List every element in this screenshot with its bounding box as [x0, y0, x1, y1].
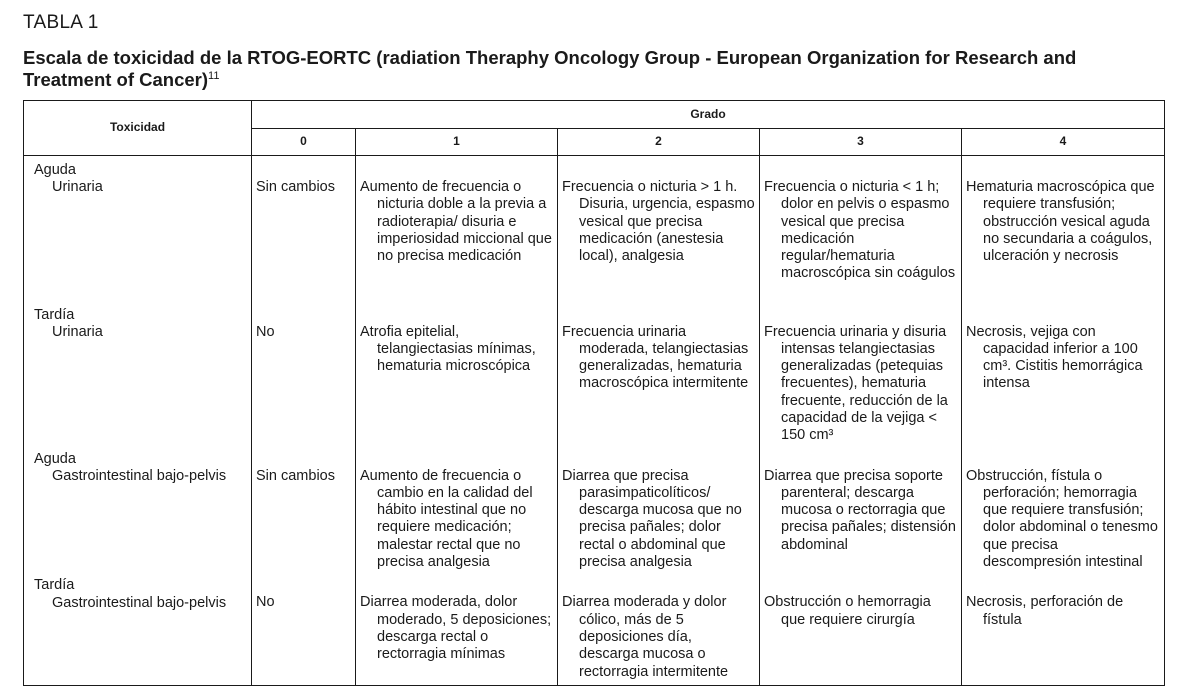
header-row-top [24, 101, 1165, 129]
title-reference: 11 [208, 69, 220, 82]
grade-1-cell [356, 156, 558, 301]
grade-3-cell [760, 445, 962, 572]
grade-0-text: No [256, 323, 275, 340]
toxicity-subcategory: Gastrointestinal bajo-pelvis [52, 594, 227, 611]
grade-0-text: Sin cambios [256, 467, 335, 484]
grade-1-cell [356, 445, 558, 572]
grade-0-cell [252, 445, 356, 572]
toxicity-category: Aguda [34, 162, 76, 178]
grade-0-cell [252, 301, 356, 445]
grade-2-cell [558, 445, 760, 572]
grade-1-text: Aumento de frecuencia o nicturia doble a la previa a radioterapia/ disuria e imperiosidad miccional que no precisa medicación [360, 179, 552, 265]
toxicity-category: Aguda [34, 450, 76, 467]
grade-2-text: Diarrea que precisa parasimpaticolíticos/ descarga mucosa que no precisa pañales; dolor rectal o abdominal que precisa analgesia [562, 467, 742, 571]
toxicity-subcategory: Urinaria [52, 179, 103, 196]
grade-3-cell [760, 301, 962, 445]
toxicity-cell [24, 571, 252, 685]
table-row [24, 301, 1165, 445]
grade-4-text: Necrosis, perforación de fístula [966, 594, 1124, 628]
toxicity-table [23, 100, 1165, 686]
grade-0-text: Sin cambios [256, 179, 335, 195]
grade-4-text: Obstrucción, fístula o perforación; hemorragia que requiere transfusión; dolor abdominal o tenesmo que precisa descompresión intestinal [966, 467, 1158, 571]
header-grado: Grado [252, 101, 1165, 129]
header-grade-1: 1 [356, 129, 558, 156]
grade-1-text: Diarrea moderada, dolor moderado, 5 deposiciones; descarga rectal o rectorragia mínimas [360, 594, 552, 663]
grade-4-text: Necrosis, vejiga con capacidad inferior a 100 cm³. Cistitis hemorrágica intensa [966, 323, 1143, 392]
grade-1-cell [356, 571, 558, 685]
grade-3-text: Diarrea que precisa soporte parenteral; descarga mucosa o rectorragia que precisa pañales; distensión abdominal [764, 467, 956, 553]
toxicity-subcategory: Urinaria [52, 323, 103, 340]
toxicity-cell [24, 445, 252, 572]
grade-0-cell [252, 571, 356, 685]
table-title-text: Escala de toxicidad de la RTOG-EORTC (radiation Theraphy Oncology Group - European Organization for Research and Treatment of Cancer) [23, 47, 1077, 90]
header-grade-4: 4 [962, 129, 1165, 156]
table-row [24, 156, 1165, 301]
grade-4-text: Hematuria macroscópica que requiere transfusión; obstrucción vesical aguda no secundaria a coágulos, ulceración y necrosis [966, 179, 1155, 265]
table-label: TABLA 1 [23, 12, 99, 33]
grade-3-text: Obstrucción o hemorragia que requiere cirurgía [764, 594, 931, 628]
toxicity-cell [24, 156, 252, 301]
grade-1-cell [356, 301, 558, 445]
header-toxicidad: Toxicidad [24, 101, 252, 156]
grade-4-cell [962, 571, 1165, 685]
table-row [24, 445, 1165, 572]
grade-2-cell [558, 301, 760, 445]
grade-2-cell [558, 156, 760, 301]
grade-4-cell [962, 156, 1165, 301]
table-title [23, 47, 1143, 91]
grade-2-text: Frecuencia o nicturia > 1 h. Disuria, urgencia, espasmo vesical que precisa medicación (anestesia local), analgesia [562, 179, 755, 265]
toxicity-subcategory: Gastrointestinal bajo-pelvis [52, 467, 227, 484]
grade-3-text: Frecuencia o nicturia < 1 h; dolor en pelvis o espasmo vesical que precisa medicación regular/hematuria macroscópica sin coágulos [764, 179, 956, 282]
toxicity-cell [24, 301, 252, 445]
grade-2-cell [558, 571, 760, 685]
toxicity-category: Tardía [34, 306, 75, 323]
table-row [24, 571, 1165, 685]
grade-3-text: Frecuencia urinaria y disuria intensas telangiectasias generalizadas (petequias frecuentes), hematuria frecuente, reducción de la capacidad de la vejiga < 150 cm³ [764, 323, 948, 444]
grade-0-text: No [256, 594, 275, 611]
grade-4-cell [962, 301, 1165, 445]
grade-0-cell [252, 156, 356, 301]
header-grade-3: 3 [760, 129, 962, 156]
grade-1-text: Aumento de frecuencia o cambio en la calidad del hábito intestinal que no requiere medicación; malestar rectal que no precisa analgesia [360, 467, 533, 571]
grade-4-cell [962, 445, 1165, 572]
grade-3-cell [760, 156, 962, 301]
grade-2-text: Frecuencia urinaria moderada, telangiectasias generalizadas, hematuria macroscópica intermitente [562, 323, 749, 392]
grade-3-cell [760, 571, 962, 685]
grade-1-text: Atrofia epitelial, telangiectasias mínimas, hematuria microscópica [360, 323, 536, 375]
grade-2-text: Diarrea moderada y dolor cólico, más de 5 deposiciones día, descarga mucosa o rectorragia intermitente [562, 594, 729, 680]
header-grade-2: 2 [558, 129, 760, 156]
header-grade-0: 0 [252, 129, 356, 156]
toxicity-category: Tardía [34, 577, 75, 594]
